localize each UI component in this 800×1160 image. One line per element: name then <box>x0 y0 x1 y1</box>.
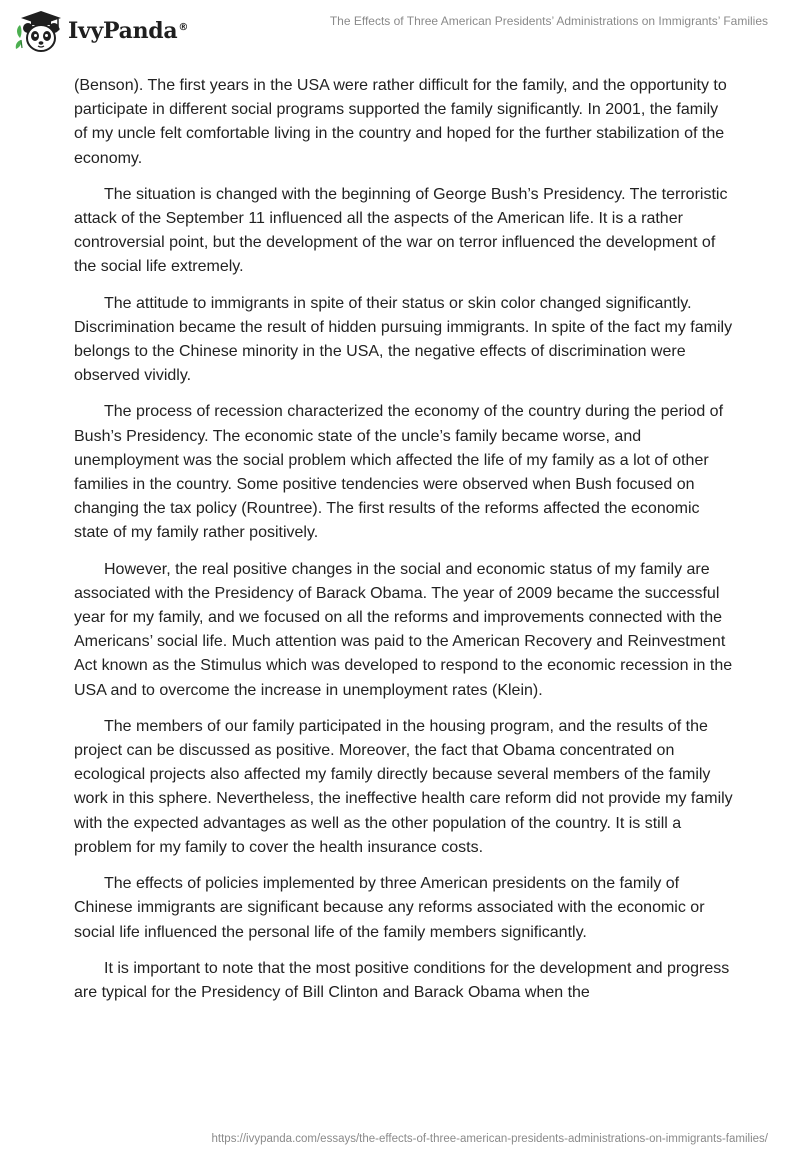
paragraph: The process of recession characterized the economy of the country during the period of Bush’s Presidency. The economic state of the uncle’s family became worse, and unemployment was the social problem which affected the life of my family as a lot of other families in the country. Some positive tendencies were observed when Bush focused on changing the tax policy (Rountree). The first results of the reforms affected the economic state of my family rather positively. <box>74 403 724 542</box>
document-title: The Effects of Three American Presidents’ Administrations on Immigrants’ Families <box>329 14 768 28</box>
paragraph: It is important to note that the most positive conditions for the development and progress are typical for the Presidency of Bill Clinton and Barack Obama when the <box>74 959 730 1001</box>
paragraph: The effects of policies implemented by three American presidents on the family of Chinese immigrants are significant because any reforms associated with the economic or social life influenced the personal life of the family members significantly. <box>74 875 705 941</box>
panda-graduate-icon <box>14 8 64 54</box>
ivypanda-logo[interactable] <box>14 8 188 54</box>
paragraph: The attitude to immigrants in spite of their status or skin color changed significantly. Discrimination became the result of hidden pursuing immigrants. In spite of the fact my family belongs to the Chinese minority in the USA, the negative effects of discrimination were observed vividly. <box>74 294 733 385</box>
essay-body <box>74 74 734 1017</box>
paragraph: However, the real positive changes in the social and economic status of my family are associated with the Presidency of Barack Obama. The year of 2009 became the successful year for my family, and we focused on all the reforms and improvements connected with the Americans’ social life. Much attention was paid to the American Recovery and Reinvestment Act known as the Stimulus which was developed to respond to the economic recession in the USA and to overcome the increase in unemployment rates (Klein). <box>74 560 733 699</box>
source-url-link[interactable]: https://ivypanda.com/essays/the-effects-of-three-american-presidents-administrations-on-immigrants-families/ <box>211 1133 768 1145</box>
paragraph: The members of our family participated in the housing program, and the results of the project can be discussed as positive. Moreover, the fact that Obama concentrated on ecological projects also affected my family directly because several members of the family work in this sphere. Nevertheless, the ineffective health care reform did not provide my family with the expected advantages as well as the other population of the country. It is still a problem for my family to cover the health insurance costs. <box>74 717 733 856</box>
paragraph: The situation is changed with the beginning of George Bush’s Presidency. The terroristic attack of the September 11 influenced all the aspects of the American life. It is a rather controversial point, but the development of the war on terror influenced the development of the social life extremely. <box>74 185 728 276</box>
paragraph: (Benson). The first years in the USA were rather difficult for the family, and the opportunity to participate in different social programs supported the family significantly. In 2001, the family of my uncle felt comfortable living in the country and hoped for the further stabilization of the economy. <box>74 77 727 167</box>
logo-text: IvyPanda® <box>68 18 189 44</box>
page-header <box>0 0 800 60</box>
